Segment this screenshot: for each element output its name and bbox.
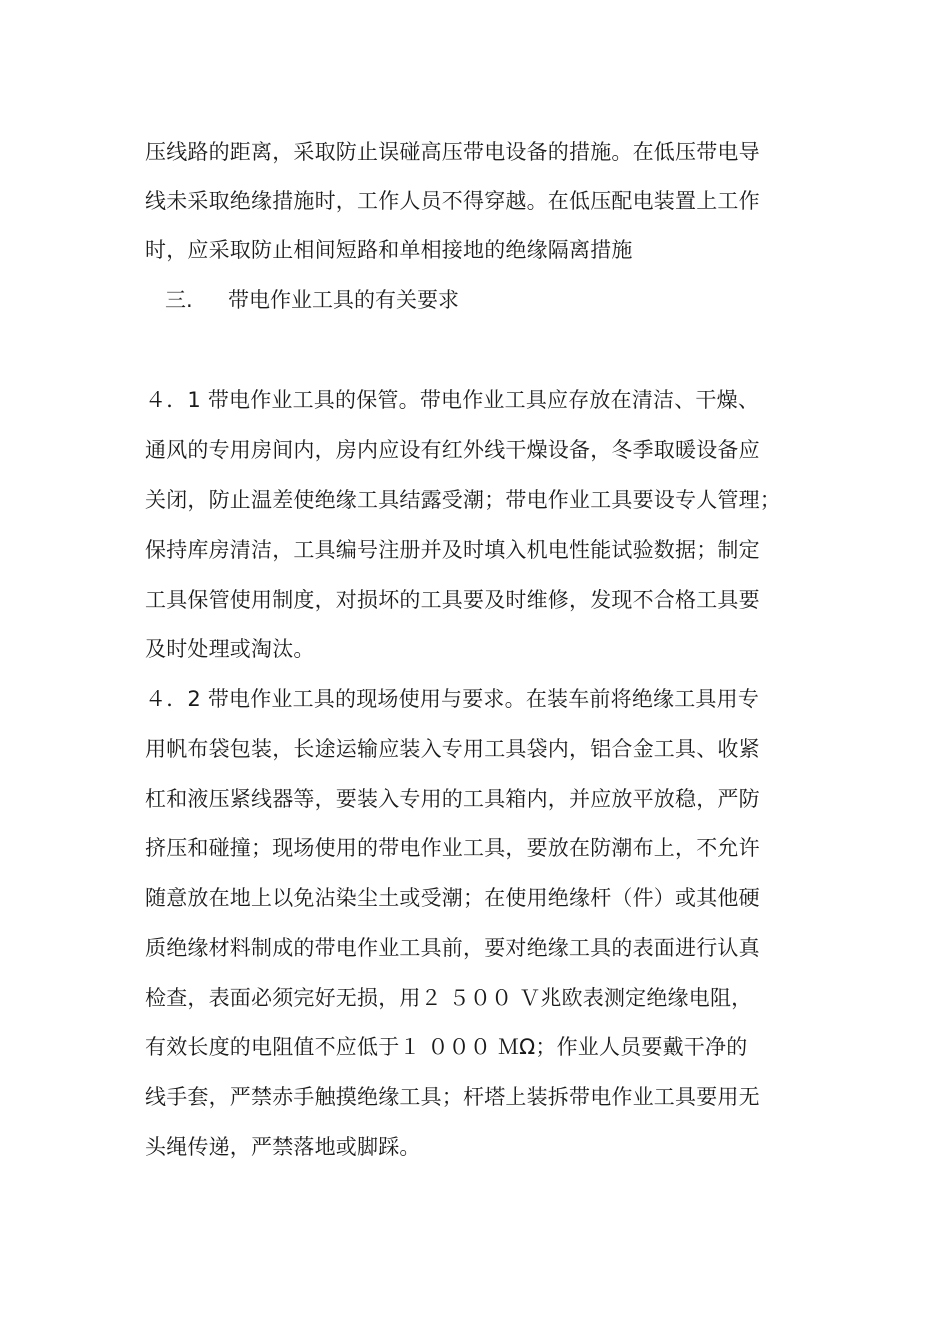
section-title: 带电作业工具的有关要求 [228, 288, 459, 312]
text-line: 时，应采取防止相间短路和单相接地的绝缘隔离措施 [145, 238, 633, 262]
text-line: ４．2 带电作业工具的现场使用与要求。在装车前将绝缘工具用专 [145, 687, 760, 711]
text-line: 有效长度的电阻值不应低于１ ０００ ＭΩ；作业人员要戴干净的 [145, 1035, 748, 1059]
text-line: 线手套，严禁赤手触摸绝缘工具；杆塔上装拆带电作业工具要用无 [145, 1085, 760, 1109]
text-line: 用帆布袋包装，长途运输应装入专用工具袋内，铝合金工具、收紧 [145, 737, 760, 761]
text-line: 关闭，防止温差使绝缘工具结露受潮；带电作业工具要设专人管理； [145, 488, 781, 512]
text-line: 质绝缘材料制成的带电作业工具前，要对绝缘工具的表面进行认真 [145, 936, 760, 960]
text-line: 通风的专用房间内，房内应设有红外线干燥设备，冬季取暖设备应 [145, 438, 760, 462]
text-line: 挤压和碰撞；现场使用的带电作业工具，要放在防潮布上，不允许 [145, 836, 760, 860]
text-line: 头绳传递，严禁落地或脚踩。 [145, 1135, 421, 1159]
text-line: 工具保管使用制度，对损坏的工具要及时维修，发现不合格工具要 [145, 588, 760, 612]
text-line: 压线路的距离，采取防止误碰高压带电设备的措施。在低压带电导 [145, 140, 760, 164]
text-line: 杠和液压紧线器等，要装入专用的工具箱内，并应放平放稳，严防 [145, 787, 760, 811]
text-line: 随意放在地上以免沾染尘土或受潮；在使用绝缘杆（件）或其他硬 [145, 886, 760, 910]
text-line: 线未采取绝缘措施时，工作人员不得穿越。在低压配电装置上工作 [145, 189, 760, 213]
text-line: 及时处理或淘汰。 [145, 637, 315, 661]
section-number: 三. [165, 288, 193, 312]
text-line: 检查，表面必须完好无损，用２ ５００ Ｖ兆欧表测定绝缘电阻， [145, 986, 753, 1010]
text-line: ４．1 带电作业工具的保管。带电作业工具应存放在清洁、干燥、 [145, 388, 760, 412]
text-line: 保持库房清洁，工具编号注册并及时填入机电性能试验数据；制定 [145, 538, 760, 562]
